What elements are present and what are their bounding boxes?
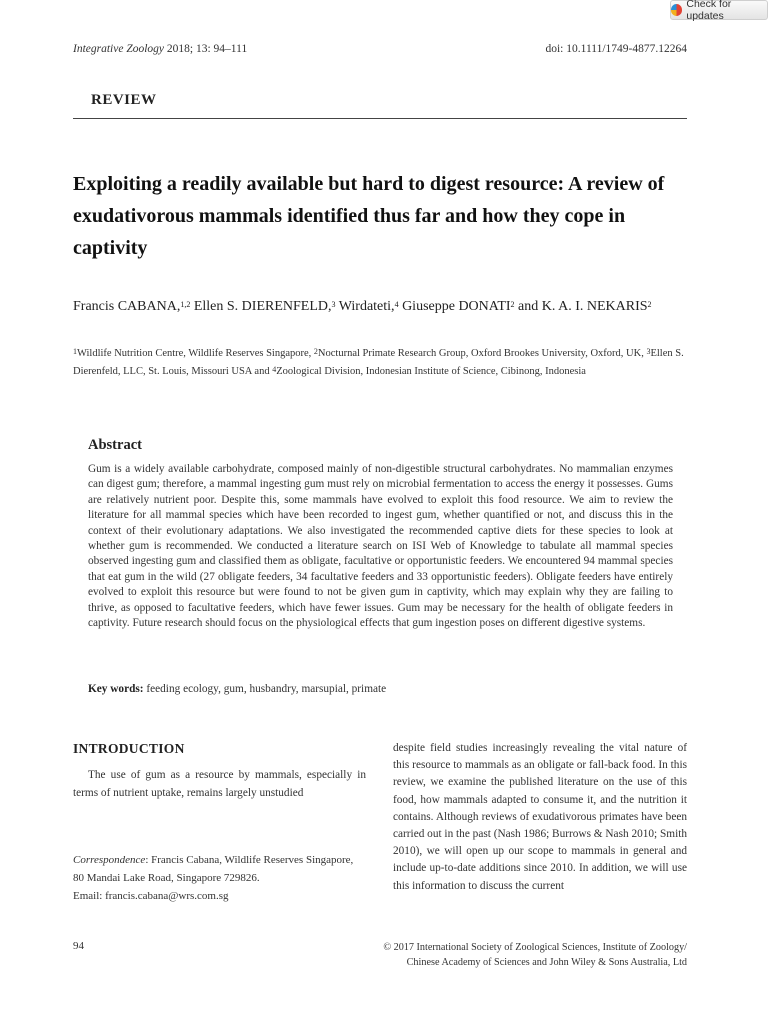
keywords-list: feeding ecology, gum, husbandry, marsupial, primate xyxy=(143,683,387,695)
affiliations xyxy=(73,345,688,381)
affil-4-mark: 4 xyxy=(272,365,277,374)
correspondence-address: 80 Mandai Lake Road, Singapore 729826. xyxy=(73,872,260,884)
journal-name: Integrative Zoology xyxy=(73,43,165,55)
author-4-affil: 2 xyxy=(510,300,515,309)
keywords-label: Key words: xyxy=(88,683,144,695)
copyright-line-2: Chinese Academy of Sciences and John Wiley & Sons Australia, Ltd xyxy=(406,957,687,968)
affil-4: Zoological Division, Indonesian Institute of Science, Cibinong, Indonesia xyxy=(276,366,586,377)
author-5-affil: 2 xyxy=(647,300,652,309)
article-title: Exploiting a readily available but hard to digest resource: A review of exudativorous mammals identified thus far and how they cope in captivity xyxy=(73,173,665,259)
introduction-text-left: The use of gum as a resource by mammals, especially in terms of nutrient uptake, remains largely unstudied xyxy=(73,769,366,799)
author-3: Wirdateti, xyxy=(335,299,395,314)
copyright-notice xyxy=(347,940,687,970)
author-2-affil: 3 xyxy=(331,300,336,309)
abstract-heading: Abstract xyxy=(88,437,142,453)
copyright-line-1: © 2017 International Society of Zoological Sciences, Institute of Zoology/ xyxy=(383,942,687,953)
correspondence-email[interactable]: Email: francis.cabana@wrs.com.sg xyxy=(73,890,229,902)
correspondence xyxy=(73,851,373,905)
header-divider xyxy=(73,118,687,119)
author-list xyxy=(73,295,688,318)
author-1: Francis CABANA, xyxy=(73,299,181,314)
affil-2: Nocturnal Primate Research Group, Oxford Brookes University, Oxford, UK, xyxy=(317,348,647,359)
introduction-heading: INTRODUCTION xyxy=(73,741,185,756)
author-2: Ellen S. DIERENFELD, xyxy=(190,299,332,314)
abstract-text: Gum is a widely available carbohydrate, composed mainly of non-digestible structural carbohydrates. No mammalian enzymes can digest gum; therefore, a mammal ingesting gum must rely on microbial fermentation to access the energy it possesses. Gums are relatively nutrient poor. Despite this, some mammals have evolved to exploit this food resource. We aim to review the literature for all mammal species which have been recorded to ingest gum, whether quantified or not, and discuss this in the context of their evolutionary adaptations. We also investigated the recommended captive diets for these species to look at whether gum is recommended. We conducted a literature search on ISI Web of Knowledge to tabulate all mammal species observed ingesting gum and classified them as obligate, facultative or opportunistic feeders. We encountered 94 mammal species that eat gum in the wild (27 obligate feeders, 34 facultative feeders and 33 opportunistic feeders). Obligate feeders have entirely evolved to exploit this resource but were found to not be given gum in captivity, which may explain why they are failing to thrive, as opposed to facultative feeders, which have fewer issues. Gum may be necessary for the health of obligate feeders in captivity. Future research should focus on the physiological effects that gum ingestion poses on different digestive systems. xyxy=(88,463,673,630)
crossmark-icon xyxy=(671,4,682,16)
citation-details: 2018; 13: 94–111 xyxy=(164,43,248,55)
author-4: Giuseppe DONATI xyxy=(398,299,511,314)
affil-3-mark: 3 xyxy=(646,347,651,356)
author-3-affil: 4 xyxy=(394,300,399,309)
author-5: and K. A. I. NEKARIS xyxy=(514,299,648,314)
correspondence-name: : Francis Cabana, Wildlife Reserves Singapore, xyxy=(145,854,354,866)
affil-1-mark: 1 xyxy=(73,347,77,356)
check-for-updates-button[interactable] xyxy=(670,0,768,20)
affil-1: Wildlife Nutrition Centre, Wildlife Reserves Singapore, xyxy=(77,348,314,359)
introduction-text-right: despite field studies increasingly revealing the vital nature of this resource to mammals as an obligate or fall-back food. In this review, we examine the published literature on the use of this food, how mammals adapted to consume it, and the nutrition it contains. Although reviews of exudativorous primates have been carried out in the past (Nash 1986; Burrows & Nash 2010; Smith 2010), we will open up our scope to mammals in general and include up-to-date additions since 2010. In addition, we will use this information to discuss the current xyxy=(393,742,687,892)
doi[interactable]: doi: 10.1111/1749-4877.12264 xyxy=(545,43,687,55)
correspondence-label: Correspondence xyxy=(73,854,146,866)
page-number: 94 xyxy=(73,940,84,952)
affil-2-mark: 2 xyxy=(313,347,318,356)
journal-citation xyxy=(73,43,247,55)
check-for-updates-label: Check for updates xyxy=(686,0,732,22)
affil-3: Ellen S. Dierenfeld, LLC, St. Louis, Missouri USA and xyxy=(73,348,684,377)
keywords xyxy=(88,683,673,695)
article-type-label: REVIEW xyxy=(91,92,157,108)
author-1-affil: 1,2 xyxy=(180,300,191,309)
